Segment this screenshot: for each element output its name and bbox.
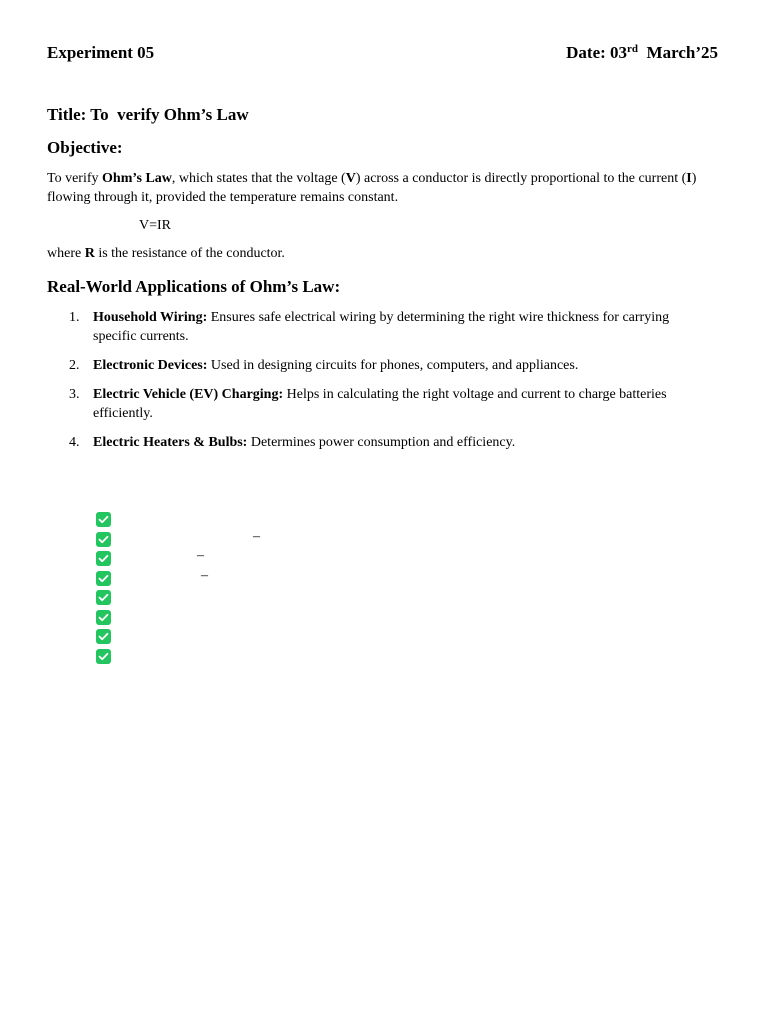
application-term: Household Wiring: [93, 310, 208, 325]
application-description: Used in designing circuits for phones, computers, and appliances. [207, 358, 579, 373]
check-box-icon [96, 551, 111, 566]
dash-mark: – [253, 528, 260, 544]
objective-text-1: To verify [47, 171, 103, 186]
ohms-law-formula: V=IR [139, 218, 172, 233]
application-description: Helps in calculating the right voltage and current to charge batteries efficiently. [93, 387, 667, 421]
ohms-law-term: Ohm’s Law [102, 171, 172, 186]
list-item [47, 433, 707, 452]
list-number: 1. [69, 310, 80, 325]
applications-list [47, 308, 707, 462]
application-term: Electric Heaters & Bulbs: [93, 435, 248, 450]
check-box-icon [96, 649, 111, 664]
objective-text-3: ) across a conductor is directly proportional to the current ( [355, 171, 687, 186]
experiment-number: Experiment 05 [47, 43, 155, 62]
check-box-icon [96, 610, 111, 625]
list-number: 3. [69, 387, 80, 402]
objective-text-2: , which states that the voltage ( [171, 171, 346, 186]
where-text-2: is the resistance of the conductor. [94, 246, 285, 261]
current-symbol: I [686, 171, 692, 186]
where-text-1: where [47, 246, 85, 261]
dash-mark: – [197, 548, 204, 563]
list-number: 4. [69, 435, 80, 450]
date-superscript: rd [627, 43, 639, 55]
application-term: Electronic Devices: [93, 358, 208, 373]
date-suffix: March’25 [638, 43, 718, 62]
page-title: Title: To verify Ohm’s Law [47, 105, 249, 124]
list-item [47, 385, 707, 423]
voltage-symbol: V [345, 171, 356, 186]
check-box-icon [96, 532, 111, 547]
date-prefix: Date: 03 [566, 43, 628, 62]
objective-text-4: ) flowing through it, provided the temperature remains constant. [47, 171, 697, 205]
check-box-icon [96, 512, 111, 527]
experiment-date [566, 43, 718, 63]
objective-paragraph [47, 169, 717, 207]
resistance-definition [47, 246, 285, 262]
check-box-icon [96, 629, 111, 644]
application-description: Ensures safe electrical wiring by determining the right wire thickness for carrying specific currents. [93, 310, 670, 344]
dash-mark: – [201, 567, 208, 583]
list-number: 2. [69, 358, 80, 373]
check-box-icon [96, 590, 111, 605]
application-term: Electric Vehicle (EV) Charging: [93, 387, 284, 402]
list-item [47, 308, 707, 346]
list-item [47, 356, 707, 375]
objective-heading: Objective: [47, 138, 123, 157]
check-box-icon [96, 571, 111, 586]
applications-heading: Real-World Applications of Ohm’s Law: [47, 277, 341, 296]
application-description: Determines power consumption and efficiency. [247, 435, 516, 450]
resistance-symbol: R [84, 246, 95, 261]
